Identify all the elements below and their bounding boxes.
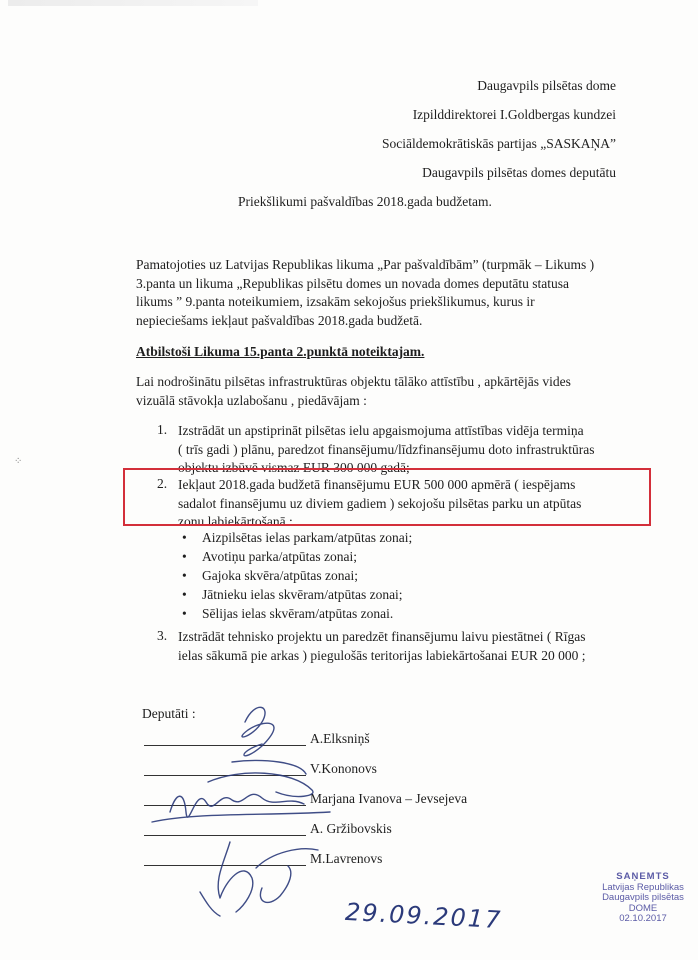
handwritten-date: 29.09.2017 — [344, 897, 504, 935]
signatory-name: M.Lavrenovs — [310, 851, 383, 866]
bullet-dot-icon: • — [182, 587, 187, 602]
recipient-line-1: Daugavpils pilsētas dome — [477, 78, 616, 93]
item-2-line-1: Iekļaut 2018.gada budžetā finansējumu EUR 500 000 apmērā ( iespējams — [178, 477, 576, 492]
intro-line-4: nepieciešams iekļaut pašvaldības 2018.gada budžetā. — [136, 312, 423, 328]
bullet-item: • Gajoka skvēra/atpūtas zonai; — [182, 568, 358, 583]
item-2-line-3: zonu labiekārtošanā : — [178, 514, 293, 529]
item-number: 2. — [157, 476, 168, 491]
bullet-item: • Avotiņu parka/atpūtas zonai; — [182, 549, 357, 564]
deputies-label: Deputāti : — [142, 706, 196, 721]
lead-line-1: Lai nodrošinātu pilsētas infrastruktūras objektu tālāko attīstību , apkārtējās vides — [136, 374, 571, 389]
recipient-line-3: Sociāldemokrātiskās partijas „SASKAŅA” — [382, 136, 616, 151]
item-number: 3. — [157, 628, 168, 643]
signatory-name: V.Kononovs — [310, 761, 377, 776]
item-2-line-2: sadalot finansējumu uz diviem gadiem ) sekojošu pilsētas parku un atpūtas — [178, 495, 582, 511]
bullet-dot-icon: • — [182, 549, 187, 564]
intro-line-2: 3.panta un likuma „Republikas pilsētu domes un novada domes deputātu statusa — [136, 275, 570, 291]
intro-line-1: Pamatojoties uz Latvijas Republikas likuma „Par pašvaldībām” (turpmāk – Likums ) — [136, 257, 595, 272]
item-3-line-2: ielas sākumā pie arkas ) piegulošās teritorijas labiekārtošanai EUR 20 000 ; — [178, 647, 586, 663]
bullet-dot-icon: • — [182, 568, 187, 583]
intro-line-3: likums ” 9.panta noteikumiem, izsakām sekojošus priekšlikumus, kurus ir — [136, 294, 535, 309]
bullet-dot-icon: • — [182, 606, 187, 621]
bullet-dot-icon: • — [182, 530, 187, 545]
bullet-item: • Jātnieku ielas skvēram/atpūtas zonai; — [182, 587, 403, 602]
stamp-line-1: Latvijas Republikas — [602, 881, 684, 893]
subject-line: Priekšlikumi pašvaldības 2018.gada budžetam. — [238, 194, 492, 209]
signatory-name: A. Gržibovskis — [310, 821, 392, 836]
item-1-line-1: Izstrādāt un apstiprināt pilsētas ielu apgaismojuma attīstības vidēja termiņa — [178, 423, 584, 438]
item-1-line-3: objektu izbūvē vismaz EUR 300 000 gadā; — [178, 460, 410, 475]
lead-line-2: vizuālā stāvokļa uzlabošanu , piedāvājam : — [136, 392, 367, 408]
item-number: 1. — [157, 422, 168, 437]
recipient-line-4: Daugavpils pilsētas domes deputātu — [422, 165, 616, 180]
scan-mark: ⁘ — [14, 456, 23, 467]
stamp-date: 02.10.2017 — [619, 913, 667, 924]
bullet-item: • Sēlijas ielas skvēram/atpūtas zonai. — [182, 606, 394, 621]
received-stamp — [588, 872, 698, 925]
recipient-line-2: Izpilddirektorei I.Goldbergas kundzei — [412, 107, 616, 122]
signatory-name: A.Elksniņš — [310, 731, 370, 746]
stamp-title: SAŅEMTS — [616, 871, 670, 882]
section-heading: Atbilstoši Likuma 15.panta 2.punktā noteiktajam. — [136, 344, 425, 359]
bullet-item: • Aizpilsētas ielas parkam/atpūtas zonai; — [182, 530, 413, 545]
item-3-line-1: Izstrādāt tehnisko projektu un paredzēt finansējumu laivu piestātnei ( Rīgas — [178, 629, 586, 644]
signatory-name: Marjana Ivanova – Jevsejeva — [310, 791, 468, 806]
stamp-line-2: Daugavpils pilsētas DOME — [602, 892, 684, 914]
item-1-line-2: ( trīs gadi ) plānu, paredzot finansējumu/līdzfinansējumu doto infrastruktūras — [178, 441, 595, 457]
